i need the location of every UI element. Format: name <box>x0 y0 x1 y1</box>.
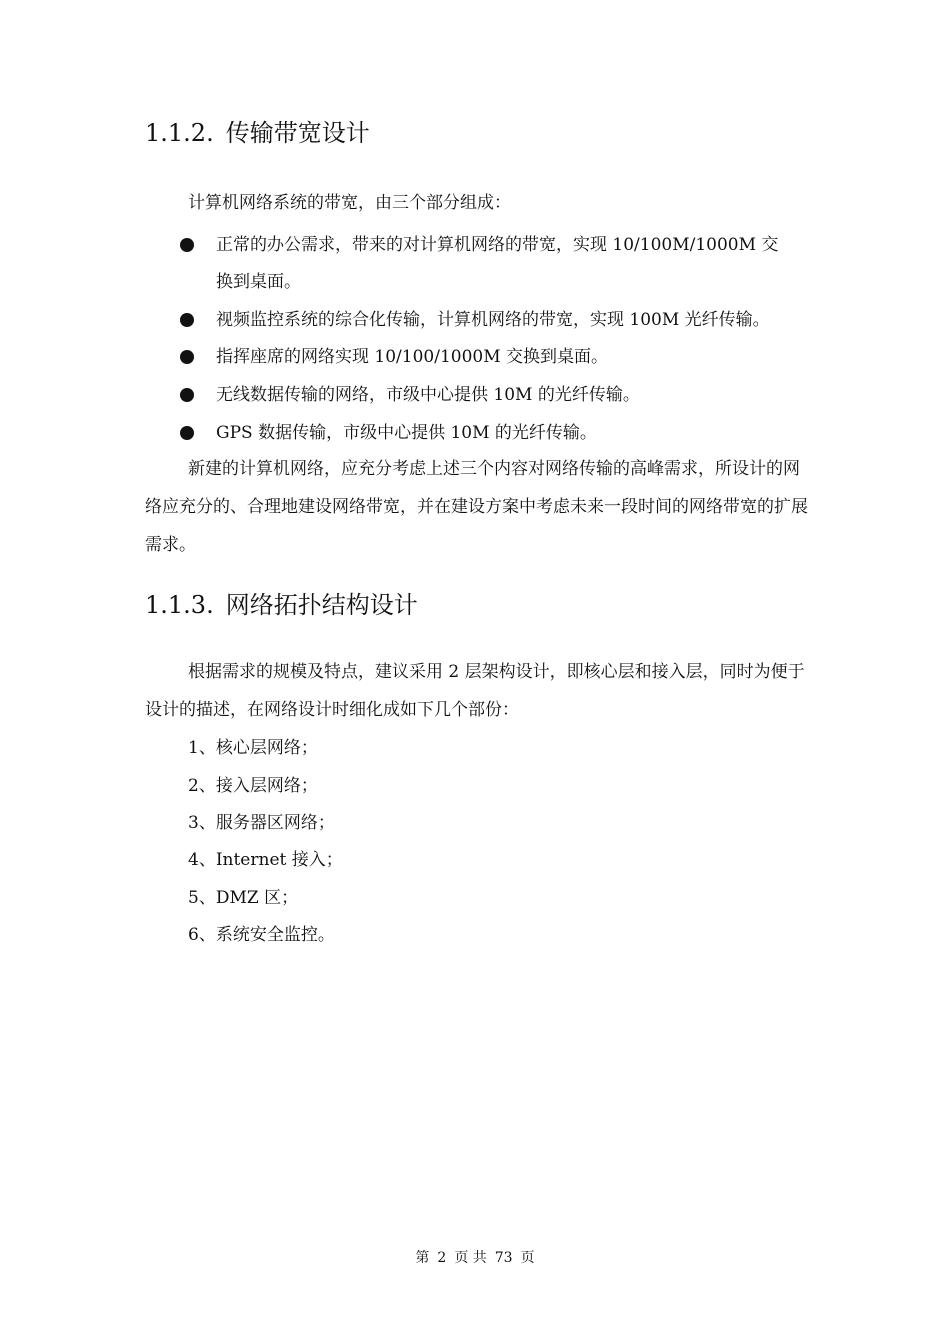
total-pages: 73 <box>494 1250 513 1266</box>
bullet-item-4: 无线数据传输的网络，市级中心提供 10M 的光纤传输。 <box>216 385 640 405</box>
page-footer <box>0 1249 950 1267</box>
list-item: 1、核心层网络； <box>188 738 318 758</box>
footer-prefix: 第 <box>415 1250 430 1266</box>
page-number: 2 <box>437 1250 447 1266</box>
bullet-item-2: 视频监控系统的综合化传输，计算机网络的带宽，实现 100M 光纤传输。 <box>216 310 770 330</box>
list-item: 6、系统安全监控。 <box>188 925 335 945</box>
bullet-icon <box>180 388 194 402</box>
section-112-paragraph: 新建的计算机网络，应充分考虑上述三个内容对网络传输的高峰需求，所设计的网络应充分的、合理地建设网络带宽，并在建设方案中考虑未来一段时间的网络带宽的扩展需求。 <box>145 459 808 555</box>
section-112-intro: 计算机网络系统的带宽，由三个部分组成： <box>188 193 511 213</box>
footer-suffix: 页 <box>520 1250 535 1266</box>
section-113-number: 1.1.3. <box>145 591 214 619</box>
bullet-item-3: 指挥座席的网络实现 10/100/1000M 交换到桌面。 <box>216 347 609 367</box>
bullet-item-5: GPS 数据传输，市级中心提供 10M 的光纤传输。 <box>216 423 597 443</box>
bullet-icon <box>180 313 194 327</box>
list-item: 3、服务器区网络； <box>188 813 335 833</box>
section-112-title: 传输带宽设计 <box>225 119 370 147</box>
bullet-item-1-continued: 换到桌面。 <box>216 272 301 292</box>
bullet-icon <box>180 350 194 364</box>
list-item: 5、DMZ 区； <box>188 888 299 908</box>
bullet-icon <box>180 238 194 252</box>
section-113-paragraph: 根据需求的规模及特点，建议采用 2 层架构设计，即核心层和接入层，同时为便于设计的描述，在网络设计时细化成如下几个部份： <box>145 662 805 720</box>
bullet-item-1: 正常的办公需求，带来的对计算机网络的带宽，实现 10/100M/1000M 交 <box>216 235 779 255</box>
section-112-heading <box>145 118 370 148</box>
section-113-heading <box>145 590 418 620</box>
section-113-title: 网络拓扑结构设计 <box>225 591 418 619</box>
list-item: 2、接入层网络； <box>188 776 318 796</box>
footer-mid: 页 共 <box>454 1250 487 1266</box>
list-item: 4、Internet 接入； <box>188 850 343 870</box>
section-112-number: 1.1.2. <box>145 119 214 147</box>
bullet-icon <box>180 426 194 440</box>
